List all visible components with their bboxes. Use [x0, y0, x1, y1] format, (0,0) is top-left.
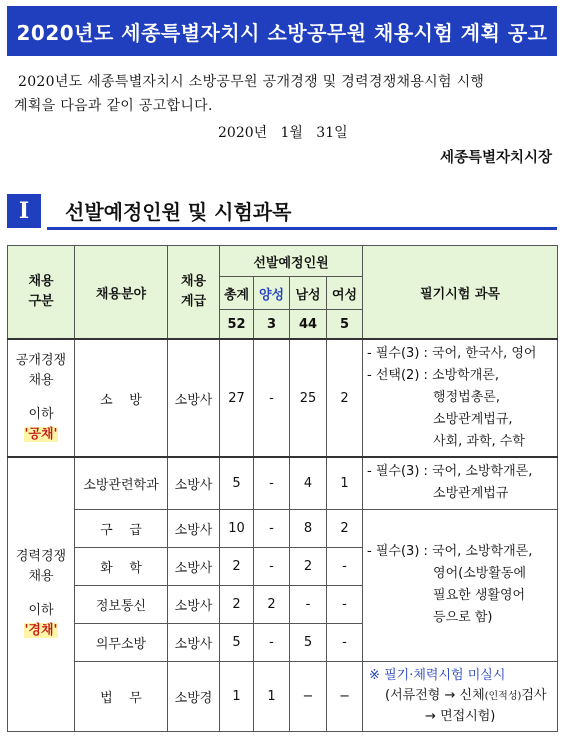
issuer-name: 세종특별자치시장	[439, 150, 552, 166]
career-grade: 소방사	[168, 547, 220, 585]
career-female: -	[327, 585, 363, 623]
career-male: 2	[290, 547, 327, 585]
section-header	[7, 194, 557, 228]
open-subj-4: 소방관계법규,	[433, 412, 513, 427]
header-total: 총계	[220, 277, 254, 310]
career-type-l1: 경력경쟁	[15, 549, 67, 565]
header-type-l1: 채용	[28, 274, 54, 289]
career-grade: 소방사	[168, 509, 220, 547]
intro-line-1: 2020년도 세종특별자치시 소방공무원 공개경쟁 및 경력경쟁채용시험 시행	[18, 74, 485, 90]
career-total: 10	[220, 509, 254, 547]
open-field: 소 방	[75, 339, 168, 457]
sum-total: 52	[220, 310, 254, 340]
career-bisexual: -	[254, 509, 290, 547]
section-number: I	[7, 194, 41, 228]
career-grade: 소방사	[168, 457, 220, 509]
intro-text	[14, 70, 554, 118]
header-grade-l1: 채용	[180, 274, 207, 289]
open-subj-5: 사회, 과학, 수학	[433, 434, 525, 449]
career-subj-b-2: 영어(소방활동에	[433, 566, 527, 581]
career-total: 5	[220, 457, 254, 509]
header-quota: 선발예정인원	[220, 246, 363, 277]
notice-line-2b: (인적성)	[484, 690, 522, 702]
career-female: -	[327, 547, 363, 585]
table-row-career-6	[8, 661, 558, 731]
open-type-l1: 공개경쟁	[15, 353, 67, 368]
header-type	[8, 246, 75, 340]
career-field: 정보통신	[75, 585, 168, 623]
table-row-career-2	[8, 509, 558, 547]
open-type-abbr: '공채'	[24, 427, 58, 442]
header-subjects: 필기시험 과목	[363, 246, 558, 340]
sum-female: 5	[327, 310, 363, 340]
intro-line-2: 계획을 다음과 같이 공고합니다.	[14, 98, 213, 114]
career-subj-a-2: 소방관계법규	[433, 486, 509, 502]
section-title: 선발예정인원 및 시험과목	[65, 200, 292, 224]
career-total: 2	[220, 547, 254, 585]
section-underline	[47, 227, 557, 230]
career-female: −	[327, 661, 363, 731]
career-male: −	[290, 661, 327, 731]
career-bisexual: -	[254, 547, 290, 585]
header-type-l2: 구분	[28, 294, 54, 309]
career-grade: 소방사	[168, 623, 220, 661]
open-subj-1: - 필수(3) : 국어, 한국사, 영어	[367, 346, 537, 361]
open-male: 25	[290, 339, 327, 457]
career-type-l2: 채용	[28, 569, 54, 585]
table-row-career-1	[8, 457, 558, 509]
header-grade	[168, 246, 220, 340]
career-subj-b-3: 필요한 생활영어	[433, 588, 526, 603]
open-type-l3: 이하	[28, 407, 54, 422]
page-title: 2020년도 세종특별자치시 소방공무원 채용시험 계획 공고	[7, 6, 557, 56]
career-subj-a-1: - 필수(3) : 국어, 소방학개론,	[367, 464, 533, 480]
open-type	[8, 339, 75, 457]
career-type-abbr: '경채'	[24, 623, 58, 639]
header-bisexual: 양성	[254, 277, 290, 310]
notice-line-3: → 면접시험)	[425, 708, 496, 724]
career-grade: 소방사	[168, 585, 220, 623]
career-subjects-a	[363, 457, 558, 509]
reference-mark-icon: ※	[369, 667, 380, 683]
career-grade: 소방경	[168, 661, 220, 731]
career-field: 구 급	[75, 509, 168, 547]
announcement-date: 2020년 1월 31일	[218, 125, 348, 141]
notice-line-2a: (서류전형 → 신체	[385, 687, 485, 703]
table-row-open	[8, 339, 558, 457]
career-total: 1	[220, 661, 254, 731]
open-total: 27	[220, 339, 254, 457]
header-female: 여성	[327, 277, 363, 310]
career-male: -	[290, 585, 327, 623]
sum-male: 44	[290, 310, 327, 340]
career-bisexual: 1	[254, 661, 290, 731]
career-notice	[363, 661, 558, 731]
career-field: 소방관련학과	[75, 457, 168, 509]
career-male: 5	[290, 623, 327, 661]
open-grade: 소방사	[168, 339, 220, 457]
header-row-1	[8, 246, 558, 277]
career-male: 8	[290, 509, 327, 547]
career-subjects-b	[363, 509, 558, 661]
open-subj-3: 행정법총론,	[433, 390, 500, 405]
career-field: 의무소방	[75, 623, 168, 661]
career-total: 5	[220, 623, 254, 661]
notice-line-2c: 검사	[521, 687, 547, 703]
career-female: 2	[327, 509, 363, 547]
quota-table	[7, 245, 558, 732]
header-grade-l2: 계급	[180, 294, 207, 309]
career-female: -	[327, 623, 363, 661]
career-type-l3: 이하	[28, 603, 54, 619]
header-male: 남성	[290, 277, 327, 310]
career-male: 4	[290, 457, 327, 509]
open-bisexual: -	[254, 339, 290, 457]
open-subj-2: - 선택(2) : 소방학개론,	[367, 368, 499, 383]
career-field: 법 무	[75, 661, 168, 731]
sum-bisexual: 3	[254, 310, 290, 340]
career-bisexual: -	[254, 623, 290, 661]
career-bisexual: 2	[254, 585, 290, 623]
career-subj-b-4: 등으로 함)	[433, 610, 493, 625]
career-bisexual: -	[254, 457, 290, 509]
career-total: 2	[220, 585, 254, 623]
notice-line-1: 필기·체력시험 미실시	[384, 667, 506, 683]
career-field: 화 학	[75, 547, 168, 585]
career-female: 1	[327, 457, 363, 509]
career-subj-b-1: - 필수(3) : 국어, 소방학개론,	[367, 544, 533, 559]
open-female: 2	[327, 339, 363, 457]
header-field: 채용분야	[75, 246, 168, 340]
career-type	[8, 457, 75, 731]
open-type-l2: 채용	[28, 373, 54, 388]
open-subjects	[363, 339, 558, 457]
